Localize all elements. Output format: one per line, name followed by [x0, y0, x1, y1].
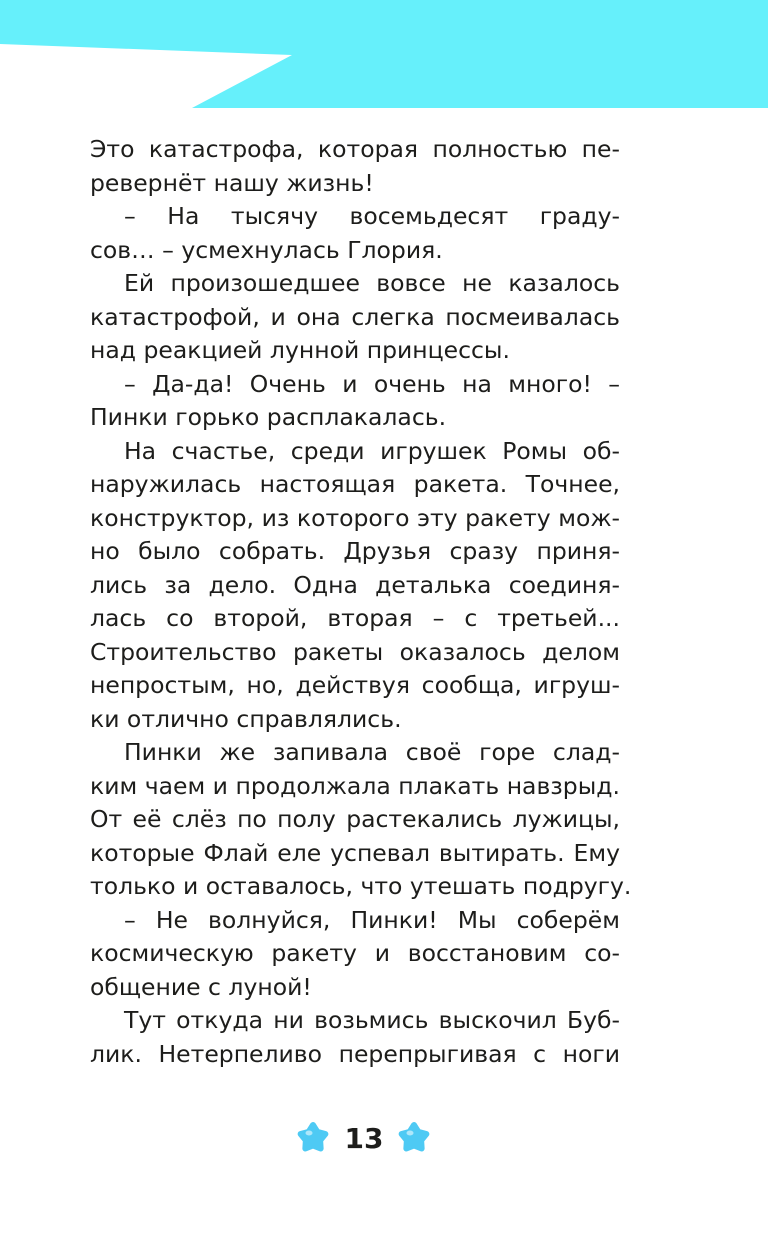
text-line: Ей произошедшее вовсе не казалось	[124, 269, 620, 297]
text-line: наружилась настоящая ракета. Точнее,	[90, 470, 620, 498]
text-line: От её слёз по полу растекались лужицы,	[90, 805, 620, 833]
text-line: Тут откуда ни возьмись выскочил Буб-	[124, 1006, 620, 1034]
text-line: Строительство ракеты оказалось делом	[90, 637, 620, 666]
text-line: ревернёт нашу жизнь!	[90, 168, 374, 197]
text-line: непростым, но, действуя сообща, игруш-	[90, 671, 620, 699]
text-line: сов… – усмехнулась Глория.	[90, 235, 443, 264]
text-line: Пинки же запивала своё горе слад-	[124, 738, 620, 766]
text-line: катастрофой, и она слегка посмеивалась	[90, 302, 620, 331]
text-line: лик. Нетерпеливо перепрыгивая с ноги	[90, 1039, 620, 1068]
text-line: ким чаем и продолжала плакать навзрыд.	[90, 771, 620, 800]
text-line: которые Флай еле успевал вытирать. Ему	[90, 838, 620, 867]
star-shape	[301, 1125, 326, 1149]
text-line: – На тысячу восемьдесят граду-	[124, 202, 620, 230]
text-line: космическую ракету и восстановим со-	[90, 939, 620, 967]
text-line: лись за дело. Одна деталька соединя-	[90, 570, 620, 599]
star-highlight	[407, 1131, 414, 1136]
text-line: Пинки горько расплакалась.	[90, 403, 447, 431]
text-line: ки отлично справлялись.	[90, 704, 402, 733]
text-line: На счастье, среди игрушек Ромы об-	[124, 436, 620, 465]
text-line: только и оставалось, что утешать подругу.	[90, 872, 632, 900]
page-footer	[0, 1118, 768, 1162]
text-line: – Да-да! Очень и очень на много! –	[124, 369, 620, 398]
star-right-icon	[396, 1120, 432, 1156]
text-line: над реакцией лунной принцессы.	[90, 336, 510, 364]
page-number: 13	[344, 1122, 384, 1155]
text-line: – Не волнуйся, Пинки! Мы соберём	[124, 905, 620, 934]
text-line: конструктор, из которого эту ракету мож-	[90, 503, 620, 532]
text-line: лась со второй, вторая – с третьей...	[90, 604, 620, 632]
banner-shape	[0, 0, 768, 108]
header-banner	[0, 0, 768, 130]
star-highlight	[306, 1131, 313, 1136]
body-text	[90, 133, 632, 1071]
star-shape	[402, 1125, 427, 1149]
star-left-icon	[295, 1120, 331, 1156]
text-line: общение с луной!	[90, 972, 312, 1001]
text-line: Это катастрофа, которая полностью пе-	[90, 135, 620, 163]
text-line: но было собрать. Друзья сразу приня-	[90, 537, 620, 565]
